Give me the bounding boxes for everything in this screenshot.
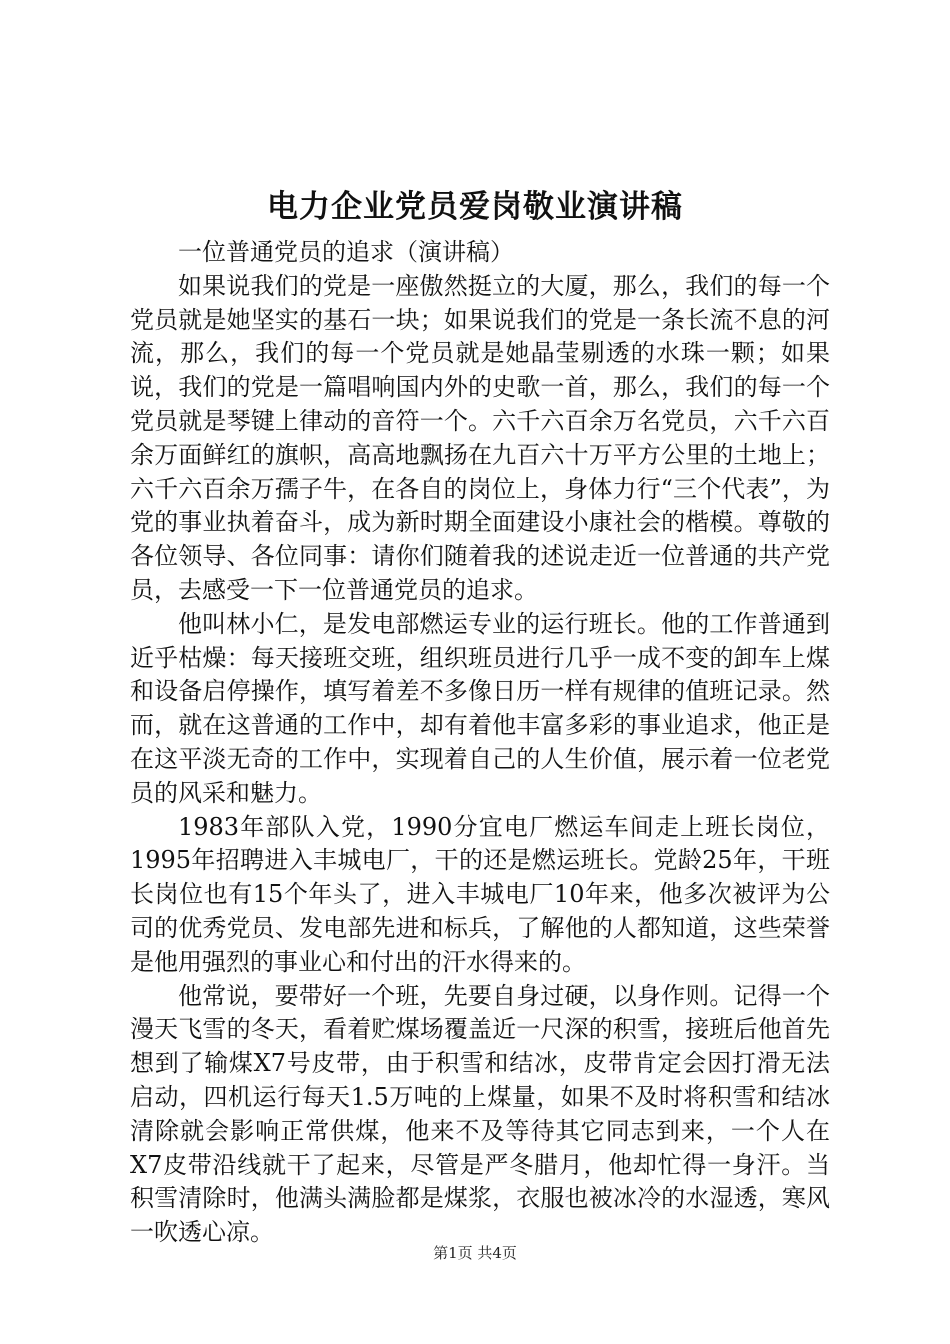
body-paragraph: 他常说，要带好一个班，先要自身过硬，以身作则。记得一个漫天飞雪的冬天，看着贮煤场覆盖近一尺深的积雪，接班后他首先想到了输煤X7号皮带，由于积雪和结冰，皮带肯定会因打滑无法启动，四机运行每天1.5万吨的上煤量，如果不及时将积雪和结冰清除就会影响正常供煤，他来不及等待其它同志到来，一个人在X7皮带沿线就干了起来，尽管是严冬腊月，他却忙得一身汗。当积雪清除时，他满头满脸都是煤浆，衣服也被冰冷的水湿透，寒风一吹透心凉。 <box>130 981 830 1247</box>
body-paragraph: 1983年部队入党，1990分宜电厂燃运车间走上班长岗位，1995年招聘进入丰城电厂，干的还是燃运班长。党龄25年，干班长岗位也有15个年头了，进入丰城电厂10年来，他多次被评为公司的优秀党员、发电部先进和标兵，了解他的人都知道，这些荣誉是他用强烈的事业心和付出的汗水得来的。 <box>130 812 830 976</box>
body-paragraph: 如果说我们的党是一座傲然挺立的大厦，那么，我们的每一个党员就是她坚实的基石一块；如果说我们的党是一条长流不息的河流，那么，我们的每一个党员就是她晶莹剔透的水珠一颗；如果说，我们的党是一篇唱响国内外的史歌一首，那么，我们的每一个党员就是琴键上律动的音符一个。六千六百余万名党员，六千六百余万面鲜红的旗帜，高高地飘扬在九百六十万平方公里的土地上；六千六百余万孺子牛，在各自的岗位上，身体力行“三个代表”，为党的事业执着奋斗，成为新时期全面建设小康社会的楷模。尊敬的各位领导、各位同事：请你们随着我的述说走近一位普通的共产党员，去感受一下一位普通党员的追求。 <box>130 271 830 604</box>
body-paragraph: 他叫林小仁，是发电部燃运专业的运行班长。他的工作普通到近乎枯燥：每天接班交班，组织班员进行几乎一成不变的卸车上煤和设备启停操作，填写着差不多像日历一样有规律的值班记录。然而，就在这普通的工作中，却有着他丰富多彩的事业追求，他正是在这平淡无奇的工作中，实现着自己的人生价值，展示着一位老党员的风采和魅力。 <box>130 609 830 807</box>
subtitle-paragraph: 一位普通党员的追求（演讲稿） <box>178 238 514 266</box>
document-body <box>130 236 830 1250</box>
document-title: 电力企业党员爱岗敬业演讲稿 <box>267 189 683 225</box>
page-footer: 第1页 共4页 <box>433 1244 517 1262</box>
